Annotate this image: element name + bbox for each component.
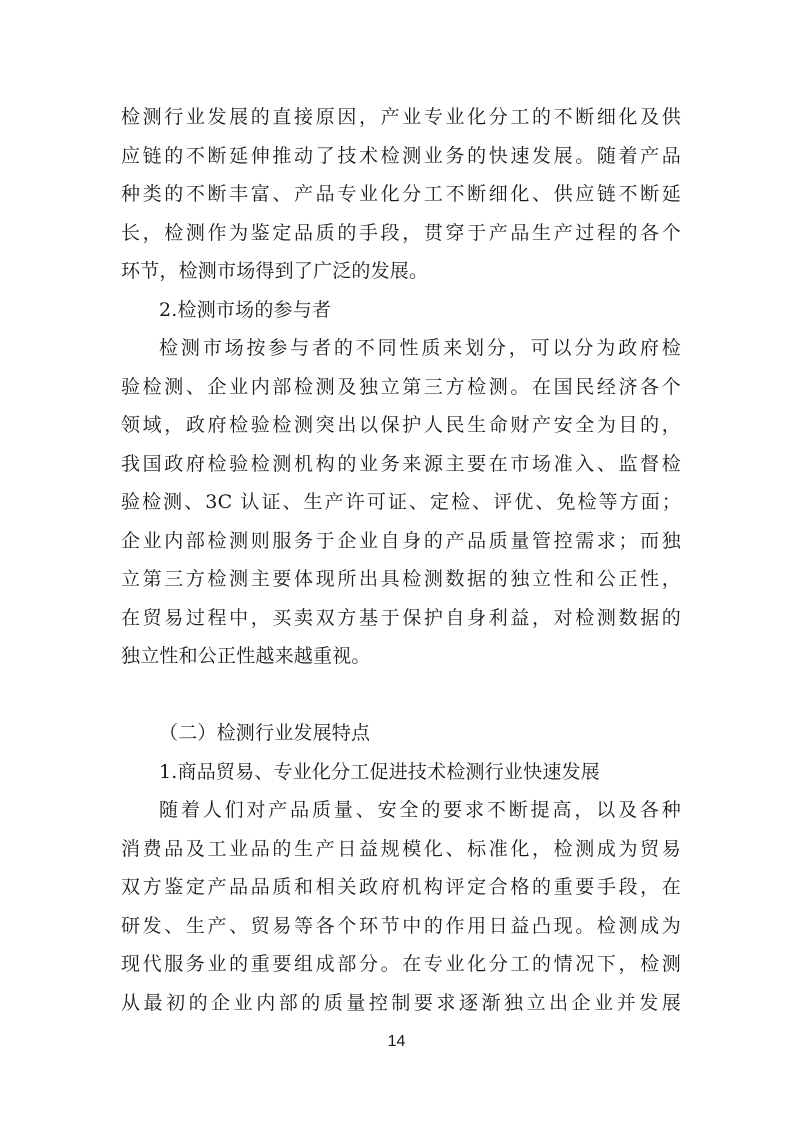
paragraph-line: 验检测、3C 认证、生产许可证、定检、评优、免检等方面；: [121, 491, 681, 513]
document-body: [121, 98, 681, 1022]
paragraph-line: 在贸易过程中，买卖双方基于保护自身利益，对检测数据的: [121, 606, 681, 629]
paragraph-2: [121, 329, 681, 676]
paragraph-line: 种类的不断丰富、产品专业化分工不断细化、供应链不断延: [121, 183, 681, 205]
paragraph-line: 检测行业发展的直接原因，产业专业化分工的不断细化及供: [121, 106, 681, 128]
section-heading: （二）检测行业发展特点: [159, 722, 371, 744]
paragraph-line: 长，检测作为鉴定品质的手段，贯穿于产品生产过程的各个: [121, 221, 681, 244]
paragraph-3: [121, 791, 681, 1022]
paragraph-line: 独立性和公正性越来越重视。: [121, 645, 371, 667]
paragraph-line: 我国政府检验检测机构的业务来源主要在市场准入、监督检: [121, 452, 681, 475]
paragraph-line: 环节，检测市场得到了广泛的发展。: [121, 260, 429, 282]
subheading-market-participants: 2.检测市场的参与者: [159, 298, 332, 321]
section-spacer: [121, 676, 681, 715]
paragraph-line: 从最初的企业内部的质量控制要求逐渐独立出企业并发展: [121, 991, 681, 1014]
paragraph-line: 企业内部检测则服务于企业自身的产品质量管控需求；而独: [121, 529, 681, 552]
page-number: 14: [387, 1033, 406, 1050]
paragraph-line: 检测市场按参与者的不同性质来划分，可以分为政府检: [159, 337, 681, 359]
subheading-trade-specialization: 1.商品贸易、专业化分工促进技术检测行业快速发展: [159, 760, 600, 783]
paragraph-line: 消费品及工业品的生产日益规模化、标准化，检测成为贸易: [121, 837, 681, 860]
paragraph-line: 立第三方检测主要体现所出具检测数据的独立性和公正性，: [121, 568, 681, 590]
paragraph-line: 双方鉴定产品品质和相关政府机构评定合格的重要手段，在: [121, 876, 681, 898]
paragraph-1: [121, 98, 681, 291]
paragraph-line: 应链的不断延伸推动了技术检测业务的快速发展。随着产品: [121, 144, 681, 167]
paragraph-line: 现代服务业的重要组成部分。在专业化分工的情况下，检测: [121, 953, 681, 975]
paragraph-line: 领域，政府检验检测突出以保护人民生命财产安全为目的，: [121, 414, 681, 436]
paragraph-line: 验检测、企业内部检测及独立第三方检测。在国民经济各个: [121, 375, 681, 398]
paragraph-line: 随着人们对产品质量、安全的要求不断提高，以及各种: [159, 799, 681, 821]
paragraph-line: 研发、生产、贸易等各个环节中的作用日益凸现。检测成为: [121, 914, 681, 937]
